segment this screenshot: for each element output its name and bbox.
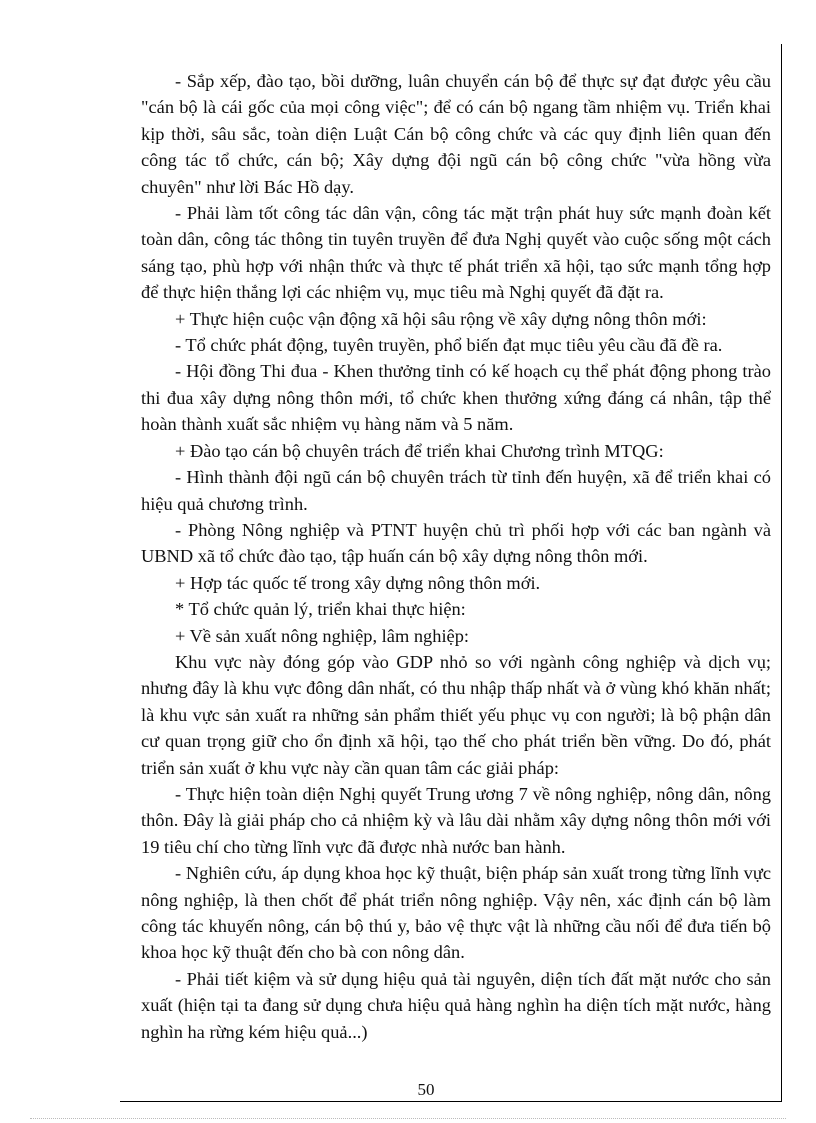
paragraph: Khu vực này đóng góp vào GDP nhỏ so với ngành công nghiệp và dịch vụ; nhưng đây là khu vực đông dân nhất, có thu nhập thấp nhất và ở vùng khó khăn nhất; là khu vực sản xuất ra những sản phẩm thiết yếu phục vụ con người; là bộ phận dân cư quan trọng giữ cho ổn định xã hội, tạo thế cho phát triển bền vững. Do đó, phát triển sản xuất ở khu vực này cần quan tâm các giải pháp:: [141, 651, 771, 778]
paragraph: + Hợp tác quốc tế trong xây dựng nông thôn mới.: [175, 572, 541, 593]
paragraph: - Phải làm tốt công tác dân vận, công tác mặt trận phát huy sức mạnh đoàn kết toàn dân, công tác thông tin tuyên truyền để đưa Nghị quyết vào cuộc sống một cách sáng tạo, phù hợp với nhận thức và thực tế phát triển xã hội, tạo sức mạnh tổng hợp để thực hiện thắng lợi các nhiệm vụ, mục tiêu mà Nghị quyết đã đặt ra.: [141, 203, 771, 303]
paragraph: + Về sản xuất nông nghiệp, lâm nghiệp:: [175, 625, 470, 646]
body-text: [141, 68, 771, 1045]
paragraph: - Hội đồng Thi đua - Khen thưởng tỉnh có kế hoạch cụ thể phát động phong trào thi đua xây dựng nông thôn mới, tổ chức khen thưởng xứng đáng cá nhân, tập thể hoàn thành xuất sắc nhiệm vụ hàng năm và 5 năm.: [141, 361, 771, 435]
paragraph: - Tổ chức phát động, tuyên truyền, phổ biến đạt mục tiêu yêu cầu đã đề ra.: [175, 335, 723, 356]
paragraph: - Hình thành đội ngũ cán bộ chuyên trách từ tỉnh đến huyện, xã để triển khai có hiệu quả chương trình.: [141, 467, 771, 514]
paragraph: - Sắp xếp, đào tạo, bồi dưỡng, luân chuyển cán bộ để thực sự đạt được yêu cầu "cán bộ là cái gốc của mọi công việc"; để có cán bộ ngang tầm nhiệm vụ. Triển khai kịp thời, sâu sắc, toàn diện Luật Cán bộ công chức và các quy định liên quan đến công tác tổ chức, cán bộ; Xây dựng đội ngũ cán bộ công chức "vừa hồng vừa chuyên" như lời Bác Hồ dạy.: [141, 71, 771, 197]
paragraph: - Nghiên cứu, áp dụng khoa học kỹ thuật, biện pháp sản xuất trong từng lĩnh vực nông nghiệp, là then chốt để phát triển nông nghiệp. Vậy nên, xác định cán bộ làm công tác khuyến nông, cán bộ thú y, bảo vệ thực vật là những cầu nối để đưa tiến bộ khoa học kỹ thuật đến cho bà con nông dân.: [141, 863, 771, 963]
page-number: 50: [417, 1080, 435, 1099]
paragraph: - Phòng Nông nghiệp và PTNT huyện chủ trì phối hợp với các ban ngành và UBND xã tổ chức đào tạo, tập huấn cán bộ xây dựng nông thôn mới.: [141, 519, 771, 567]
paragraph: + Đào tạo cán bộ chuyên trách để triển khai Chương trình MTQG:: [175, 440, 664, 461]
paragraph: + Thực hiện cuộc vận động xã hội sâu rộng về xây dựng nông thôn mới:: [175, 308, 707, 329]
page-separator: [30, 1118, 786, 1119]
paragraph: - Phải tiết kiệm và sử dụng hiệu quả tài nguyên, diện tích đất mặt nước cho sản xuất (hiện tại ta đang sử dụng chưa hiệu quả hàng nghìn ha diện tích mặt nước, hàng nghìn ha rừng kém hiệu quả...): [141, 968, 771, 1042]
paragraph: * Tổ chức quản lý, triển khai thực hiện:: [175, 599, 466, 620]
paragraph: - Thực hiện toàn diện Nghị quyết Trung ương 7 về nông nghiệp, nông dân, nông thôn. Đây là giải pháp cho cả nhiệm kỳ và lâu dài nhằm xây dựng nông thôn mới với 19 tiêu chí cho từng lĩnh vực đã được nhà nước ban hành.: [141, 783, 771, 857]
